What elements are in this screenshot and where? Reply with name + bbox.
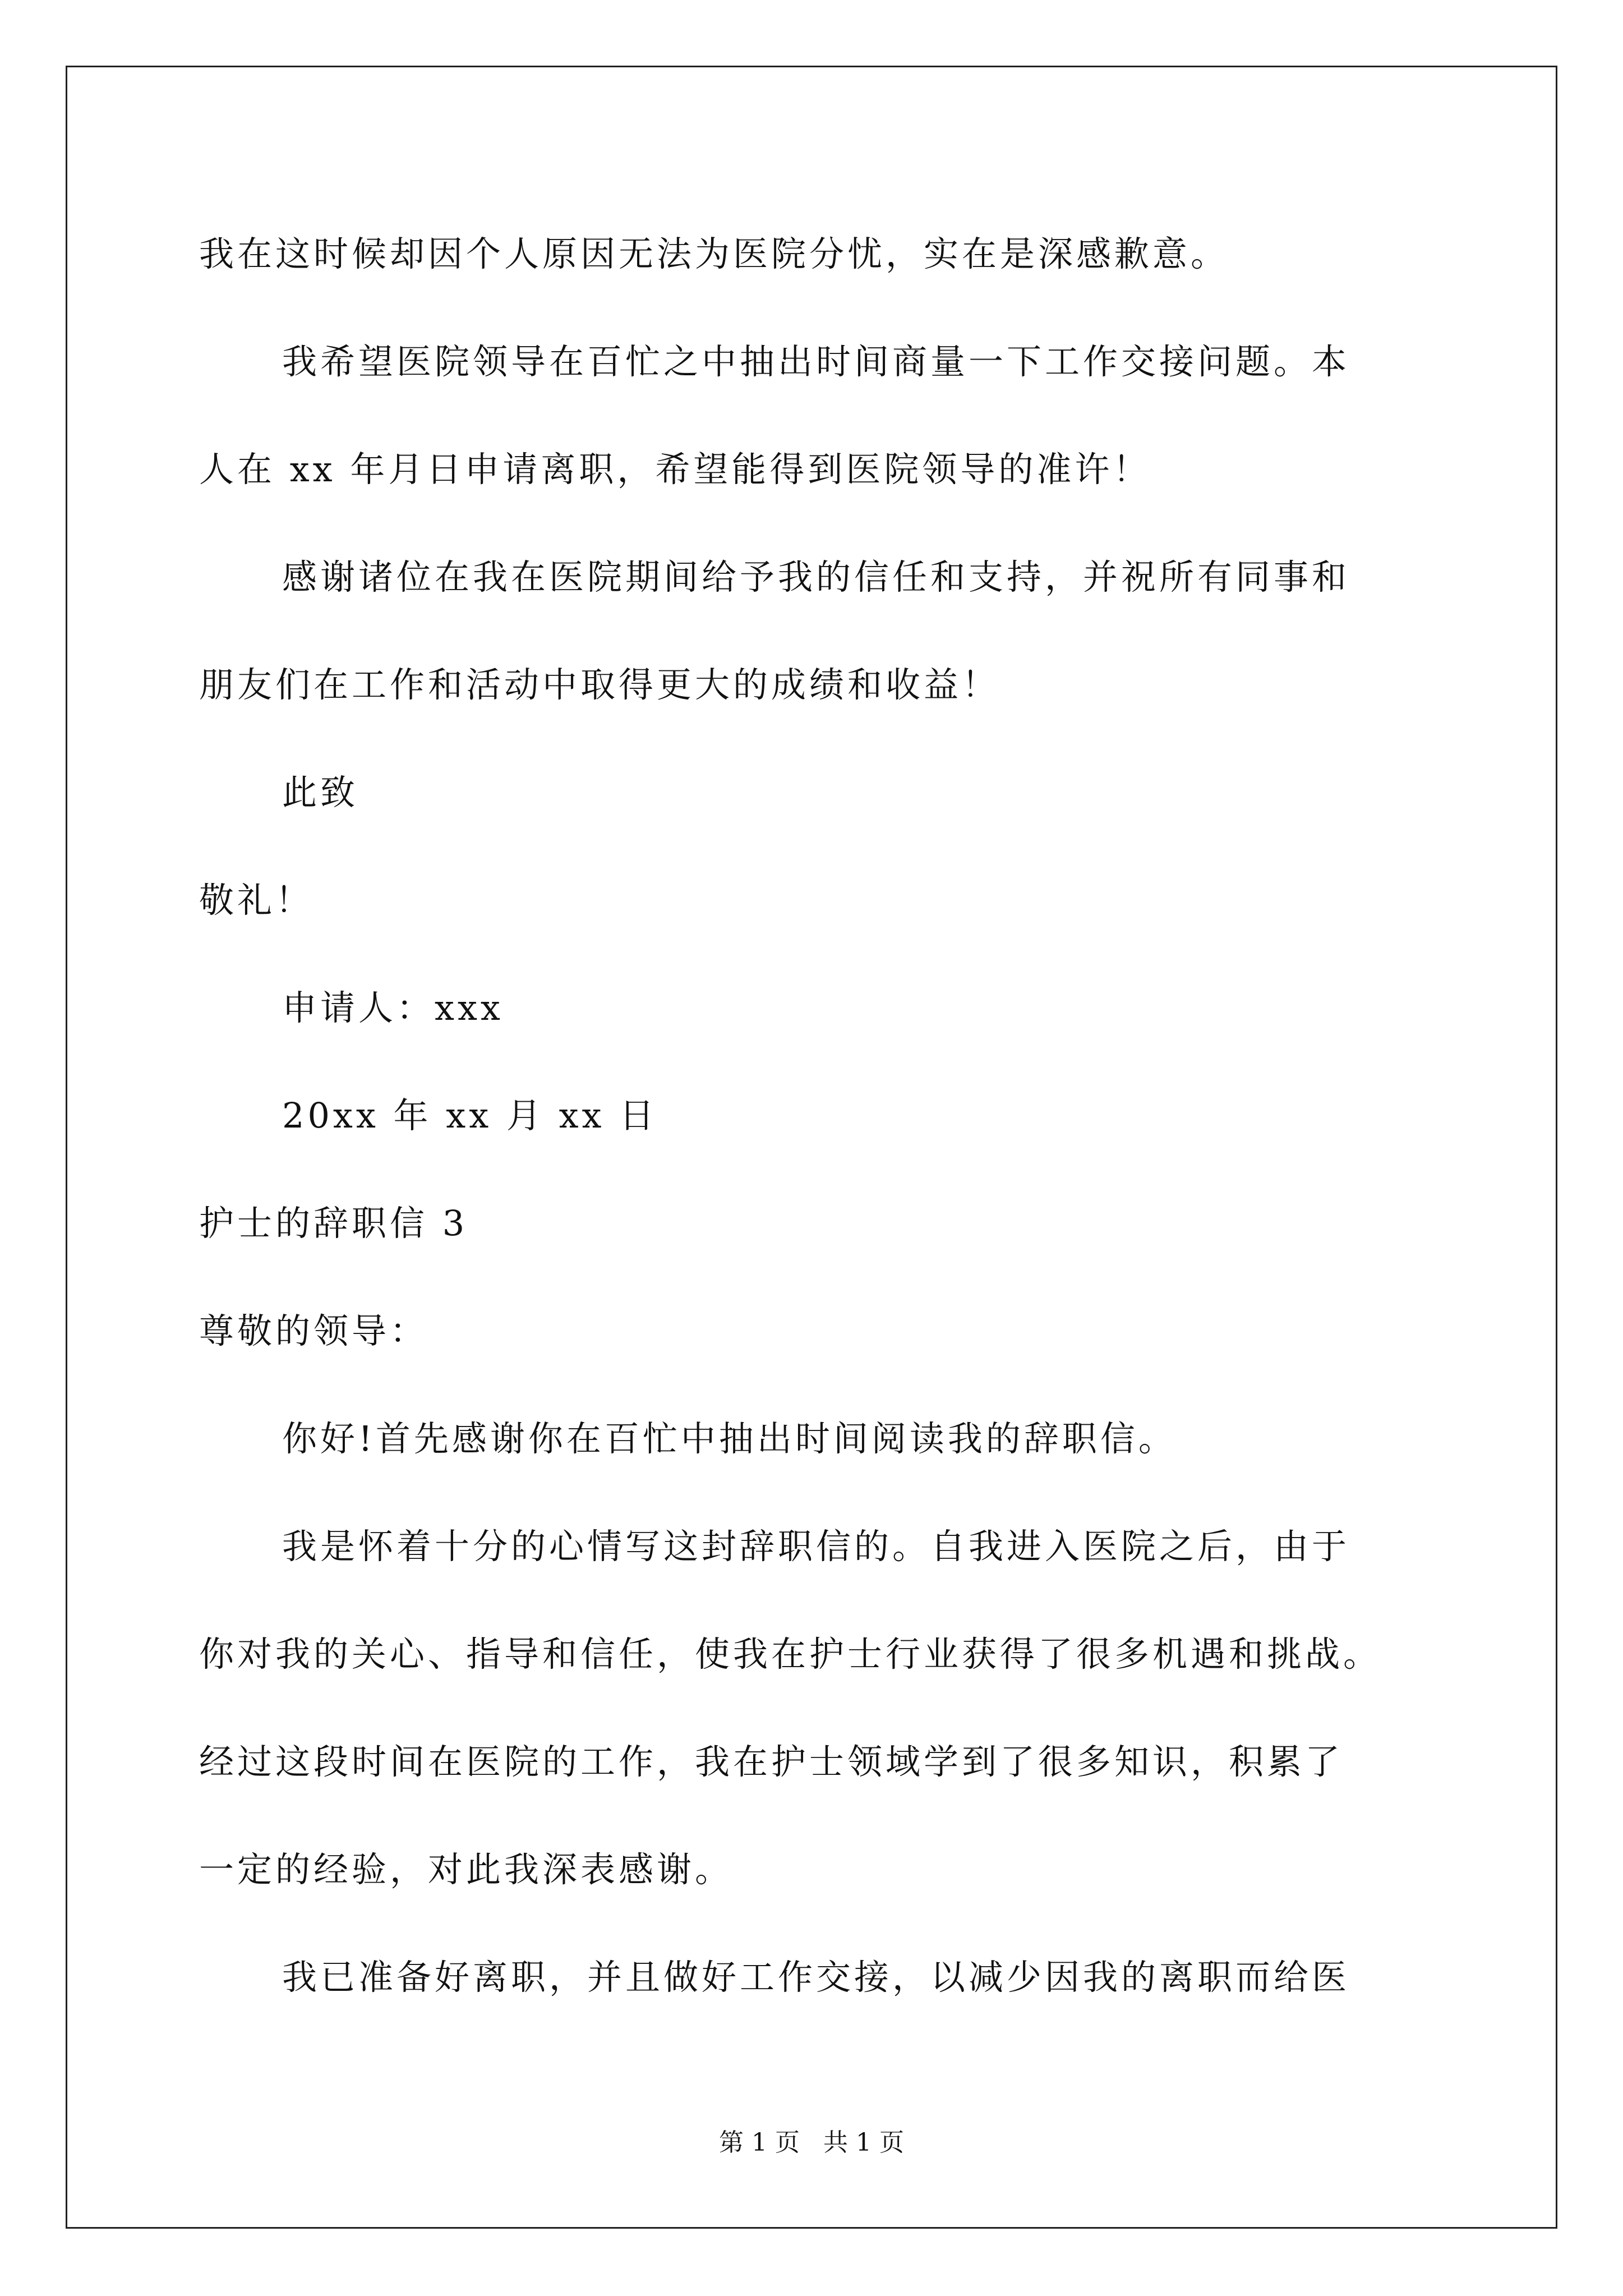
body-line-3: 朋友们在工作和活动中取得更大的成绩和收益！ <box>199 664 1000 705</box>
page-count: 共 1 页 <box>823 2128 904 2157</box>
letter-greeting: 尊敬的领导： <box>199 1310 428 1351</box>
section-title: 护士的辞职信 3 <box>199 1203 468 1244</box>
signature-date: 20xx 年 xx 月 xx 日 <box>282 1095 658 1136</box>
body-line-6: 一定的经验，对此我深表感谢。 <box>199 1849 734 1890</box>
body-line-4: 你对我的关心、指导和信任，使我在护士行业获得了很多机遇和挑战。 <box>199 1634 1382 1674</box>
paragraph-line-4: 我是怀着十分的心情写这封辞职信的。自我进入医院之后，由于 <box>282 1526 1350 1567</box>
body-line-5: 经过这段时间在医院的工作，我在护士领域学到了很多知识，积累了 <box>199 1741 1344 1782</box>
paragraph-line-5: 我已准备好离职，并且做好工作交接，以减少因我的离职而给医 <box>282 1957 1350 1998</box>
page-footer <box>0 2126 1623 2160</box>
signature-applicant: 申请人：xxx <box>282 987 504 1028</box>
paragraph-line-2: 感谢诸位在我在医院期间给予我的信任和支持，并祝所有同事和 <box>282 556 1350 597</box>
paragraph-line-1: 我希望医院领导在百忙之中抽出时间商量一下工作交接问题。本 <box>282 341 1350 382</box>
page-border <box>66 66 1557 2229</box>
closing-salutation: 此致 <box>282 772 359 813</box>
body-line-2: 人在 xx 年月日申请离职，希望能得到医院领导的准许！ <box>199 449 1151 490</box>
closing-regards: 敬礼！ <box>199 880 314 921</box>
paragraph-line-3: 你好!首先感谢你在百忙中抽出时间阅读我的辞职信。 <box>282 1418 1177 1459</box>
body-line-1: 我在这时候却因个人原因无法为医院分忧，实在是深感歉意。 <box>199 233 1229 274</box>
page-number: 第 1 页 <box>719 2128 800 2157</box>
